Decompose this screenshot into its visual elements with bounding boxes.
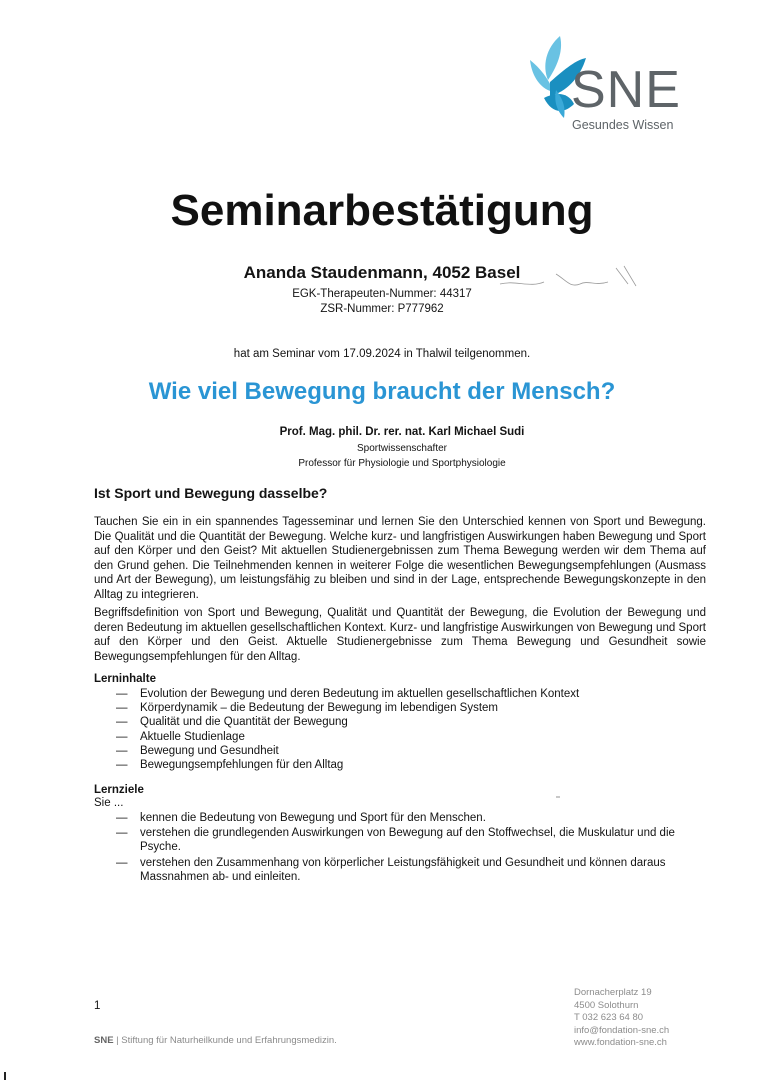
footer-org-name: | Stiftung für Naturheilkunde und Erfahrungsmedizin. [113,1035,337,1046]
list-item [116,701,716,715]
summary-paragraph: Begriffsdefinition von Sport und Bewegung, Qualität und Quantität der Bewegung, die Evolution der Bewegung und deren Bedeutung im aktuellen gesellschaftlichen Kontext. Kurz- und langfristige Auswirkungen von Bewegung und Sport auf den Körper und den Geist. Aktuelle Studienergebnisse zum Thema Bewegung und Gesundheit sowie Bewegungsempfehlungen für den Alltag. [94,607,706,663]
dash-bullet: — [116,688,128,700]
list-item-text: Qualität und die Quantität der Bewegung [140,716,348,729]
list-item [116,856,712,884]
lerninhalte-heading: Lerninhalte [94,673,156,685]
dash-bullet: — [116,702,128,715]
list-item [116,758,716,772]
logo-tagline: Gesundes Wissen [572,118,674,132]
list-item [116,744,716,758]
logo-wordmark: SNE [571,61,681,119]
lernziele-heading: Lernziele [94,784,144,796]
list-item-text: verstehen den Zusammenhang von körperlicher Leistungsfähigkeit und Gesundheit und können daraus Massnahmen ab- und einleiten. [140,856,666,883]
list-item-text: Bewegung und Gesundheit [140,744,279,757]
list-item [116,826,712,854]
list-item-text: kennen die Bedeutung von Bewegung und Sport für den Menschen. [140,812,486,824]
list-item [116,811,712,825]
attendance-statement: hat am Seminar vom 17.09.2024 in Thalwil teilgenommen. [233,348,531,360]
footer-address [574,987,669,1050]
list-item [116,730,716,744]
address-phone: T 032 623 64 80 [574,1012,644,1024]
dash-bullet: — [116,856,128,869]
list-item-text: Evolution der Bewegung und deren Bedeutung im aktuellen gesellschaftlichen Kontext [140,688,580,700]
document-title: Seminarbestätigung [170,186,594,235]
dash-bullet: — [116,730,128,743]
list-item-text: verstehen die grundlegenden Auswirkungen von Bewegung auf den Stoffwechsel, die Muskulatur und die Psyche. [140,827,675,854]
footer-org-short: SNE [94,1035,114,1046]
dash-bullet: — [116,716,128,729]
lernziele-list [116,811,712,885]
speaker-role: Professor für Physiologie und Sportphysiologie [298,458,506,469]
description-paragraph: Tauchen Sie ein in ein spannendes Tagesseminar und lernen Sie den Unterschied kennen von Sport und Bewegung. Die Qualität und die Quantität der Bewegung. Welche kurz- und langfristigen Auswirkungen haben Bewegung und Sport auf den Körper und den Geist? Mit aktuellen Studienergebnissen zum Thema Bewegung werden wir dem Thema auf den Grund gehen. Die Teilnehmenden kennen in weiterer Folge die wesentlichen Bewegungsempfehlungen (Ausmass und Art der Bewegung), um leistungsfähig zu bleiben und sind in der Lage, entsprechende Bewegungskonzepte in den Alltag zu integrieren. [94,516,706,601]
lernziele-intro: Sie ... [94,797,124,809]
zsr-number: ZSR-Nummer: P777962 [320,303,444,315]
address-city: 4500 Solothurn [574,999,639,1011]
dash-bullet: — [116,759,128,772]
list-item [116,715,716,729]
address-email: info@fondation-sne.ch [574,1024,670,1036]
egk-number: EGK-Therapeuten-Nummer: 44317 [292,288,472,300]
page-number: 1 [94,1000,101,1012]
section-heading: Ist Sport und Bewegung dasselbe? [94,485,328,501]
list-item-text: Körperdynamik – die Bedeutung der Bewegung im lebendigen System [140,702,498,715]
scan-edge-mark [4,1072,6,1080]
seminar-title: Wie viel Bewegung braucht der Mensch? [148,378,616,405]
scan-speck [556,796,560,798]
dash-bullet: — [116,744,128,757]
participant-name: Ananda Staudenmann, 4052 Basel [243,263,521,282]
footer-organization [94,1035,337,1046]
address-street: Dornacherplatz 19 [574,987,652,998]
list-item-text: Bewegungsempfehlungen für den Alltag [140,759,344,772]
lerninhalte-list [116,687,716,772]
speaker-name: Prof. Mag. phil. Dr. rer. nat. Karl Michael Sudi [279,426,525,438]
list-item-text: Aktuelle Studienlage [140,730,245,743]
speaker-role: Sportwissenschafter [356,443,448,454]
dash-bullet: — [116,812,128,824]
address-website: www.fondation-sne.ch [574,1037,667,1049]
list-item [116,687,716,701]
dash-bullet: — [116,827,128,840]
